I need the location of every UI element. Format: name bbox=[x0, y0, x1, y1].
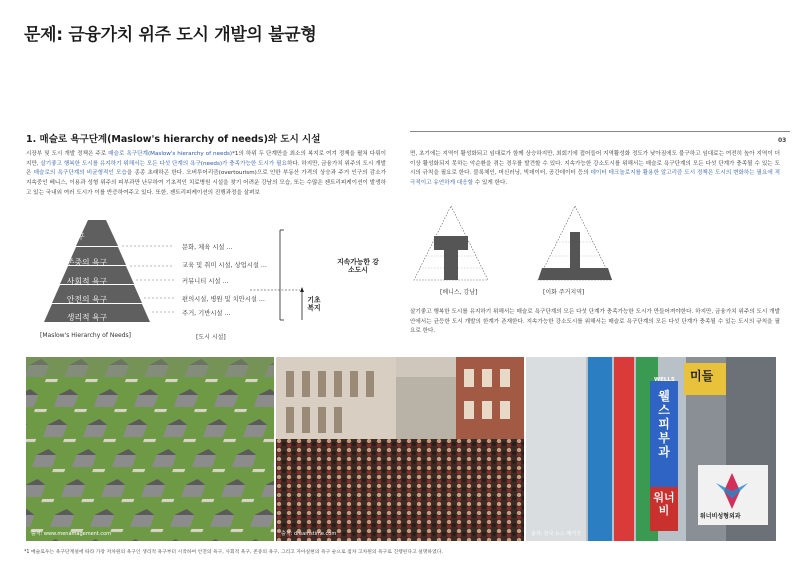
page-number: 03 bbox=[778, 137, 787, 144]
photo-credit-3: 출처: 한국 뉴스 매거진 bbox=[531, 531, 581, 537]
sign-wannabe-clinic: 워너비성형외과 bbox=[700, 513, 741, 520]
sign-wells-skin: 웰스피부과 bbox=[658, 389, 670, 459]
pyramid-label-self-actualization: 자아 실현욕구 bbox=[37, 232, 85, 241]
page-title: 문제: 금융가치 위주 도시 개발의 불균형 bbox=[24, 25, 317, 45]
section-heading: 1. 매슬로 욕구단계(Maslow's hierarchy of needs)와 도시 시설 bbox=[26, 134, 321, 145]
sign-wells-latin: WELLS bbox=[654, 377, 675, 383]
pyramid-label-physiological: 생리적 욕구 bbox=[66, 313, 108, 322]
sign-middle: 미들 bbox=[690, 369, 714, 383]
pyramid-label-esteem: 존중의 욕구 bbox=[66, 258, 108, 267]
balanced-pyramid-figure bbox=[534, 202, 616, 284]
photo-suburban-housing bbox=[26, 357, 274, 541]
photo-venice-crowd bbox=[276, 357, 524, 541]
photo-gangnam-signs bbox=[526, 357, 776, 541]
photo-credit-1: 출처: www.menamagement.com bbox=[31, 531, 112, 537]
caption-city-facilities: [도시 시설] bbox=[196, 334, 226, 341]
photo-credit-2: 출처: dreamstime.com bbox=[281, 531, 337, 537]
facility-label-convenience: 편의시설, 병원 및 치안시설 ... bbox=[182, 296, 265, 303]
sign-wannabe: 워너비 bbox=[653, 491, 675, 517]
caption-venice-gangnam: [베니스, 강남] bbox=[440, 289, 478, 296]
facility-label-culture: 문화, 체육 시설 ... bbox=[182, 244, 233, 251]
footnote: *1 매슬로우는 욕구단계설에 따라 가장 저차원의 욕구인 생리적 욕구부터 시작하여 안전의 욕구, 사회적 욕구, 존중의 욕구, 그리고 자아실현의 욕구 순으로 점차 고차원의 욕구로 진행된다고 설명하였다. bbox=[24, 550, 443, 555]
facility-label-education: 교육 및 취미 시설, 상업시설 ... bbox=[182, 262, 267, 269]
pyramid-label-safety: 안전의 욕구 bbox=[66, 295, 108, 304]
facility-label-community: 커뮤니티 시설 ... bbox=[182, 278, 229, 285]
intro-paragraph: 시장부 및 도시 개발 정책은 주로 매슬로 욕구단계(Maslow's hierarchy of needs)*1의 하위 두 단계만을 최소의 복지로 여겨 정책을 펼쳐 다뤄이지만, 살기좋고 행복한 도시를 유지하기 위해서는 모든 다섯 단계의 욕구(needs)가 충족가능한 도시가 필요하다. 하지만, 금융가치 위주의 도시 개발은 매슬로의 욕구단계의 비균형적인 모습을 종종 초래하곤 한다. 오버투어리즘(overtourism)으로 인한 부동산 가격의 상승과 주거 인구의 감소가 지속중인 베니스, 이용과 성형 위주의 피부과만 난무하여 기초적인 치료병원 시설을 찾기 어려운 강남의 모습, 또는 수많은 젠트리피케이션이 발생하고 있는 국내외 여러 도시가 이를 반증하여주고 있다. 또한, 젠트리피케이션의 진행과정을 살펴보 bbox=[26, 151, 387, 196]
conclusion-paragraph: 살기좋고 행복한 도시를 유지하기 위해서는 매슬로 욕구단계의 모든 다섯 단계가 충족가능한 도시가 만들어져야한다. 하지만, 금융가치 위주의 도시 개발 안에서는 균등한 도시 개발의 한계가 존재한다. 지속가능한 강소도시를 위해서는 매슬로 욕구단계의 모든 다섯 단계가 충족될 수 있는 도시의 규칙을 필요로 한다. bbox=[410, 309, 780, 335]
gentrification-paragraph: 면, 초기에는 지역이 활성화되고 임대료가 함께 상승하지만, 최회기에 접어들어 지역활성화 정도가 낮아짐에도 불구하고 임대료는 여전히 높아 지역이 더이상 활성화되지 못하는 악순환을 겪는 경우를 발견할 수 있다. 지속가능한 강소도시를 위해서는 매슬로 욕구단계의 모든 다섯 단계가 충족될 수 있는 도시의 규칙을 필요로 한다. 블록체인, 머신러닝, 빅데이터, 공간데이터 등의 데이터 테크놀로지를 활용한 알고리즘 도시 정책은 도시의 변화하는 필요에 적극적이고 유연하게 대응할 수 있게 한다. bbox=[410, 151, 780, 187]
unbalanced-pyramid-figure bbox=[410, 202, 492, 284]
caption-maslow-hierarchy: [Maslow's Hierarchy of Needs] bbox=[40, 332, 131, 339]
bracket-label-sustainable-city: 지속가능한 강소도시 bbox=[337, 258, 379, 274]
caption-ideal-residential: [이화 주거지역] bbox=[543, 289, 585, 296]
right-divider-rule bbox=[410, 131, 790, 132]
bracket-label-basic-welfare: 기초 복지 bbox=[307, 296, 321, 312]
facility-label-housing: 주거, 기반시설 ... bbox=[182, 310, 231, 317]
pyramid-label-social: 사회적 욕구 bbox=[66, 277, 108, 286]
